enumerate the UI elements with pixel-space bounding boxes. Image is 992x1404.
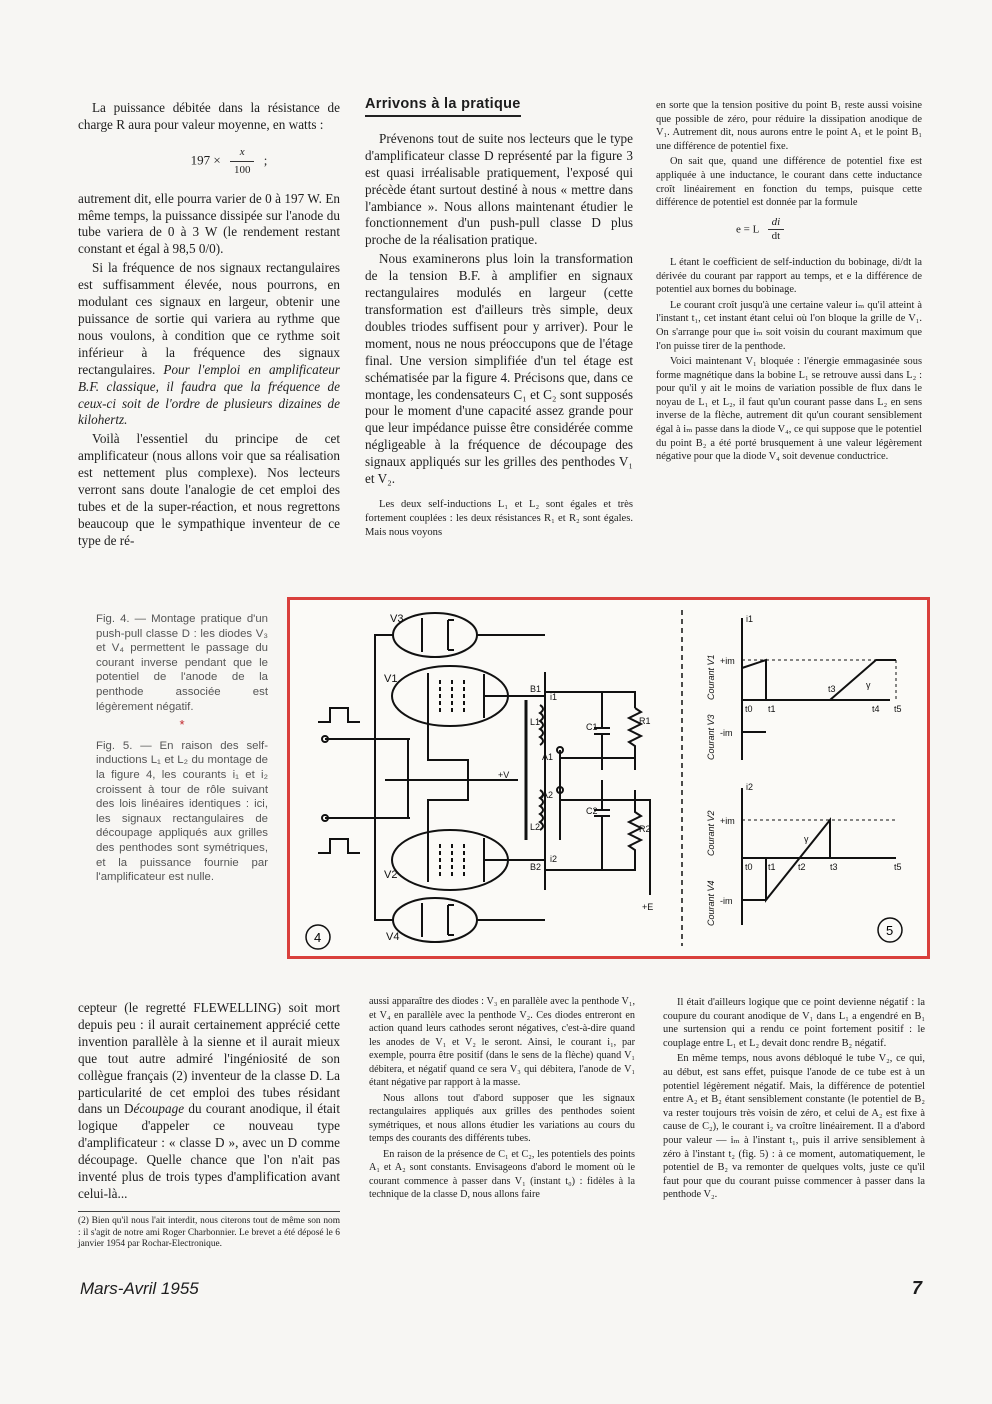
paragraph	[78, 260, 340, 429]
fig5-number: 5	[886, 923, 894, 938]
formula-right: ;	[263, 152, 268, 168]
label-courant-v1: Courant V1	[706, 654, 716, 700]
figure-box	[287, 597, 930, 959]
label-t0: t0	[745, 704, 753, 714]
paragraph: Nous examinerons plus loin la transformation de la tension B.F. à amplifier en signaux rectangulaires modulés en largeur (cette transformation est d'ailleurs très simple, deux doubles triodes suffisent pour y arriver). Pour le moment, nous ne nous préoccupons que de l'étage final. Une version simplifiée d'un tel étage est schématisée par la figure 4. Précisons que, dans ce montage, les condensateurs C₁ et C₂ sont supposés pour le moment d'une capacité assez grande pour que leur impédance puisse être considérée comme négligeable à la fréquence de découpage des signaux appliqués sur les grilles des penthodes V₁ et V₂.	[365, 251, 633, 487]
paragraph: en sorte que la tension positive du point B₁ reste aussi voisine que possible de zéro, pour réduire la dissipation anodique de V₁. Autrement dit, nous aurons entre le point A₁ et le point B₁ une différence de potentiel fixe.	[656, 100, 922, 152]
label-c1: C1	[586, 722, 598, 732]
label-gamma: γ	[866, 680, 871, 690]
diode-electrodes	[422, 618, 454, 652]
bottom-wave	[766, 820, 896, 900]
formula-fraction	[230, 144, 255, 179]
issue-date: Mars-Avril 1955	[80, 1279, 199, 1298]
label-r2: R2	[639, 824, 651, 834]
paragraph: En même temps, nous avons débloqué le tube V₂, ce qui, au début, est sans effet, puisque l'anode de ce tube est à un potentiel légèrement négatif. Mais, la différence de potentiel entre A₂ et B₂ étant sensiblement constante (le potentiel de B₂ va rester toujours très voisin de zéro, et celui de A₂ est fixe à cause de C₂), le courant i₂ va croître linéairement. Il a d'abord pour valeur — iₘ à l'instant t₁, puis il arrive sensiblement à zéro à l'instant t₂ (fig. 5) : à ce moment, automatiquement, le potentiel de B₂ va remonter de quelques volts, juste ce qu'il faut pour que du courant puisse commencer à passer dans la penthode V₂.	[663, 1053, 925, 1201]
label-plus-im: +im	[720, 656, 735, 666]
fig4-caption: Fig. 4. — Montage pratique d'un push-pull classe D : les diodes V₃ et V₄ permettent le passage du courant inverse pendant que le potentiel de l'anode de la penthode associée est légèrement négatif.	[96, 613, 268, 713]
label-t4: t4	[872, 704, 880, 714]
label-t2: t2	[798, 862, 806, 872]
paragraph: autrement dit, elle pourra varier de 0 à 197 W. En même temps, la puissance dissipée sur l'anode du tube variera de 0 à 3 W (le rendement restant constant et égal à 98,5 0/0).	[78, 190, 340, 257]
label-t5: t5	[894, 862, 902, 872]
coil-l1	[540, 705, 543, 745]
input-square-wave-top	[318, 708, 360, 722]
paragraph	[78, 1000, 340, 1203]
label-courant-v3: Courant V3	[706, 714, 716, 760]
capacitor-c2	[594, 780, 610, 870]
label-plus-im: +im	[720, 816, 735, 826]
paragraph-text-end: du courant anodique, il était logique d'appeler ce nouveau type d'amplificateur : « classe D », avec un D comme découpage. Quelle chance que l'on n'ait pas inventé plus de trois types d'amplification avant celui-là...	[78, 1101, 340, 1201]
label-i1: i1	[746, 614, 754, 624]
label-t5: t5	[894, 704, 902, 714]
numerator: di	[768, 216, 785, 231]
diode-electrodes	[422, 903, 454, 937]
label-plus-e: +E	[642, 902, 654, 912]
graph-labels	[706, 614, 902, 926]
paragraph: aussi apparaître des diodes : V₃ en parallèle avec la penthode V₁, et V₄ en parallèle avec la penthode V₂. Ces diodes entreront en action quand leurs cathodes seront négatives, c'est-à-dire quand les anodes de V₁ et V₂ le seront. Ainsi, le courant i₁, par exemple, pourra être positif (dans le sens de la flèche) quand V₁ débitera, et négatif quand ce sera V₃ qui débitera, l'anode de V₁ étant négative par rapport à la masse.	[369, 996, 635, 1088]
tube-v3	[393, 613, 477, 657]
bottom-column-1	[78, 1000, 340, 1251]
paragraph: En raison de la présence de C₁ et C₂, les potentiels des points A₁ et A₂ sont constants. Envisageons d'abord le moment où le courant commence à passer dans V₁ (instant t₀) : fidèles à la technique de la classe D, nous allons faire	[369, 1148, 635, 1200]
grids	[440, 844, 464, 876]
label-minus-im: -im	[720, 728, 733, 738]
label-l1: L1	[530, 717, 541, 727]
label-i2: i2	[550, 854, 558, 864]
label-t3: t3	[828, 684, 836, 694]
paragraph-text: Si la fréquence de nos signaux rectangulaires est suffisamment élevée, nous pourrons, en modulant ces signaux en largeur, obtenir une puissance de sortie qui variera au rythme que nous voulons, à condition que ce rythme soit inférieur à la fréquence des signaux rectangulaires.	[78, 260, 340, 377]
section-heading: Arrivons à la pratique	[365, 96, 521, 117]
wire	[545, 692, 635, 870]
paragraph: On sait que, quand une différence de potentiel fixe est appliquée à une inductance, le courant dans cette inductance croît linéairement en fonction du temps, puisque cette différence de potentiel est donnée par la formule	[656, 156, 922, 209]
paragraph: Il était d'ailleurs logique que ce point devienne négatif : la coupure du courant anodique de V₁ dans L₁ a engendré en B₁ une surtension qui a rendu ce point fortement positif : le couplage entre L₁ et L₂ devait donc rendre B₂ négatif.	[663, 997, 925, 1049]
label-a1: A1	[542, 752, 554, 762]
paragraph: Nous allons tout d'abord supposer que les signaux rectangulaires appliqués aux grilles des penthodes soient symétriques, et nous allons étudier les variations au cours du temps des courants des différents tubes.	[369, 1092, 635, 1144]
formula-left: 197 ×	[190, 152, 221, 168]
label-r1: R1	[639, 716, 651, 726]
label-t1: t1	[768, 862, 776, 872]
label-c2: C2	[586, 806, 598, 816]
column-2	[365, 96, 633, 541]
paragraph: Voici maintenant V₁ bloquée : l'énergie emmagasinée sous forme magnétique dans la bobine L₁ se retrouve aussi dans L₂ : pour qu'il y ait le moins de variation possible de flux dans le noyau de L₁ et L₂, il faut qu'un courant passe dans L₂ en sens inverse de la flèche, autrement dit qu'un courant sensiblement égal à iₘ passe dans la diode V₄, ce qui suppose que le potentiel du point B₂ a été porté brusquement à une valeur légèrement négative pour que la diode V₄ soit devenue conductrice.	[656, 356, 922, 463]
column-3	[656, 99, 922, 466]
denominator: 100	[233, 163, 251, 176]
column-1	[78, 100, 340, 552]
fig4-number: 4	[314, 930, 322, 945]
formula-left: e = L	[736, 223, 759, 236]
grids	[440, 680, 464, 712]
label-l2: L2	[530, 822, 541, 832]
schematic-labels	[384, 613, 653, 943]
formula-fraction	[768, 216, 785, 244]
denominator: dt	[771, 230, 781, 243]
paragraph: La puissance débitée dans la résistance de charge R aura pour valeur moyenne, en watts :	[78, 100, 340, 132]
inductance-formula	[736, 216, 922, 244]
figures-svg	[290, 600, 927, 956]
label-t1: t1	[768, 704, 776, 714]
bottom-column-3	[663, 996, 925, 1204]
label-v4: V4	[386, 931, 400, 943]
label-courant-v4: Courant V4	[706, 880, 716, 926]
label-t3: t3	[830, 862, 838, 872]
input-square-wave-bottom	[318, 839, 360, 853]
label-v2: V2	[384, 869, 398, 881]
label-gamma: γ	[804, 834, 809, 844]
label-i1: i1	[550, 692, 558, 702]
bottom-column-2	[369, 995, 635, 1204]
label-courant-v2: Courant V2	[706, 810, 716, 856]
paragraph: Voilà l'essentiel du principe de cet amplificateur (nous allons voir que sa réalisation est nettement plus complexe). Nos lecteurs verront sans doute l'analogie de cet emploi des tubes et de la super-réaction, et nous regrettons beaucoup que le sympathique inventeur de ce type de ré-	[78, 431, 340, 548]
paragraph-italic: écoupage	[133, 1101, 185, 1117]
paragraph-italic: Pour l'emploi en amplificateur B.F. classique, il faudra que la fréquence de ceux-ci soit de l'ordre de plusieurs dizaines de kilohertz.	[78, 361, 340, 428]
paragraph: L étant le coefficient de self-induction du bobinage, di/dt la dérivée du courant par rapport au temps, et e la différence de potentiel aux bornes du bobinage.	[656, 256, 922, 296]
label-v3: V3	[390, 613, 404, 625]
paragraph: Le courant croît jusqu'à une certaine valeur iₘ qu'il atteint à l'instant t₁, cet instant étant celui où l'on bloque la grille de V₁. On s'arrange pour que iₘ soit voisin du courant maximum que l'on puisse tirer de la penthode.	[656, 299, 922, 352]
fig5-caption: Fig. 5. — En raison des self-inductions L₁ et L₂ du montage de la figure 4, les courants i₁ et i₂ croissent à tour de rôle suivant des lois linéaires identiques : ici, les signaux rectangulaires de découpage appliqués aux grilles des penthodes sont symétriques, et la puissance fournie par l'amplificateur est nulle.	[96, 739, 268, 884]
page-number: 7	[912, 1278, 923, 1298]
power-formula	[118, 144, 340, 179]
top-wave-part2	[830, 660, 896, 700]
label-b1: B1	[530, 684, 542, 694]
label-i2: i2	[746, 782, 754, 792]
label-v1: V1	[384, 673, 398, 685]
wire	[385, 739, 408, 780]
graph-fig5	[742, 618, 896, 925]
wire	[428, 780, 468, 837]
paragraph: Les deux self-inductions L₁ et L₂ sont égales et très fortement couplées : les deux résistances R₁ et R₂ sont égales. Mais nous voyons	[365, 498, 633, 538]
paragraph: Prévenons tout de suite nos lecteurs que le type d'amplificateur classe D représenté par la figure 3 est quasi irréalisable pratiquement, l'exposé qui précède étant surtout destiné à nous « mettre dans l'ambiance ». Nous allons maintenant étudier le fonctionnement d'un push-pull classe D plus proche de la réalisation pratique.	[365, 130, 633, 248]
top-wave-part1	[742, 660, 830, 700]
label-minus-im: -im	[720, 896, 733, 906]
numerator: x	[230, 144, 255, 162]
paragraph-text: cepteur (le regretté FLEWELLING) soit mort depuis peu : il aurait certainement apprécié cette invention parallèle à la sienne et il aurait mieux que tout autre admiré l'ingéniosité de son collègue français (2) inventeur de la classe D. La particularité de cet emploi des tubes résidant dans un D	[78, 1000, 340, 1117]
label-b2: B2	[530, 862, 542, 872]
caption-separator: *	[179, 717, 185, 733]
bottom-axes	[742, 788, 896, 925]
figure-captions	[96, 612, 268, 885]
label-plus-v: +V	[498, 770, 510, 780]
label-a2: A2	[542, 790, 554, 800]
tube-v4	[393, 898, 477, 942]
wire	[428, 718, 468, 780]
label-t0: t0	[745, 862, 753, 872]
schematic-fig4	[318, 613, 650, 942]
footnote: (2) Bien qu'il nous l'ait interdit, nous citerons tout de même son nom : il s'agit de notre ami Roger Charbonnier. Le brevet a été déposé le 6 janvier 1954 par Rochar-Electronique.	[78, 1211, 340, 1251]
